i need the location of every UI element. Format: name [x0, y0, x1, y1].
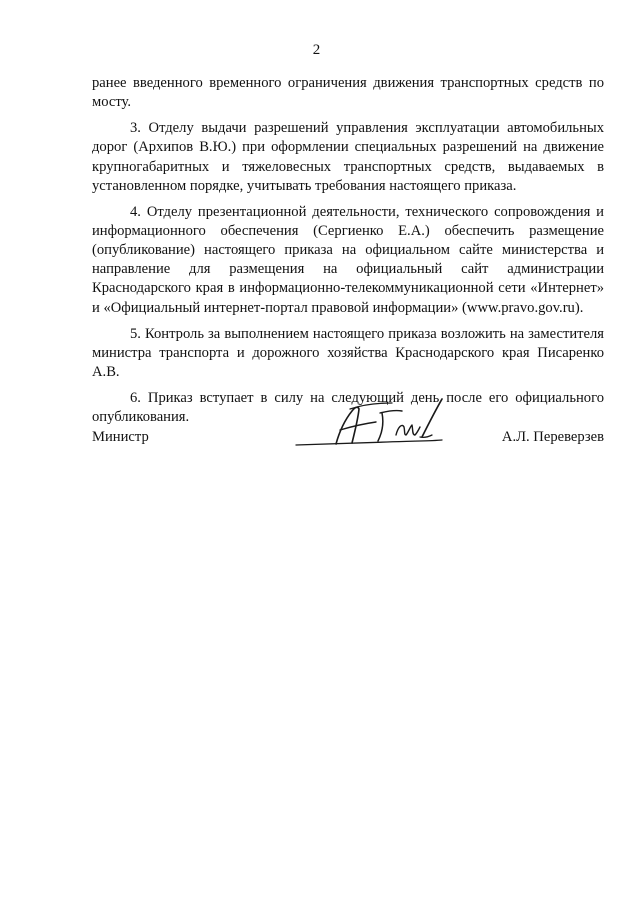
handwritten-signature [292, 397, 472, 457]
signature-block [92, 397, 604, 457]
paragraph-item-4: 4. Отделу презентационной деятельности, технического сопровождения и информационного обеспечения (Сергиенко Е.А.) обеспечить размещение (опубликование) настоящего приказа на официальном сайте министерства и направление для размещения на официальный сайт администрации Краснодарского края в информационно-телекоммуникационной сети «Интернет» и «Официальный интернет-портал правовой информации» (www.pravo.gov.ru). [92, 203, 604, 316]
signatory-name: А.Л. Переверзев [501, 429, 604, 445]
signatory-position: Министр [92, 429, 149, 445]
document-body [92, 74, 604, 434]
paragraph-item-6: 6. Приказ вступает в силу на следующий день после его официального опубликования. [92, 389, 604, 425]
paragraph-item-3: 3. Отделу выдачи разрешений управления эксплуатации автомобильных дорог (Архипов В.Ю.) при оформлении специальных разрешений на движение крупногабаритных и тяжеловесных транспортных средств, выдаваемых в установленном порядке, учитывать требования настоящего приказа. [92, 120, 604, 194]
page-number: 2 [312, 42, 321, 58]
paragraph-item-5: 5. Контроль за выполнением настоящего приказа возложить на заместителя министра транспорта и дорожного хозяйства Краснодарского края Писаренко А.В. [92, 325, 604, 380]
paragraph-continuation: ранее введенного временного ограничения движения транспортных средств по мосту. [92, 75, 604, 111]
